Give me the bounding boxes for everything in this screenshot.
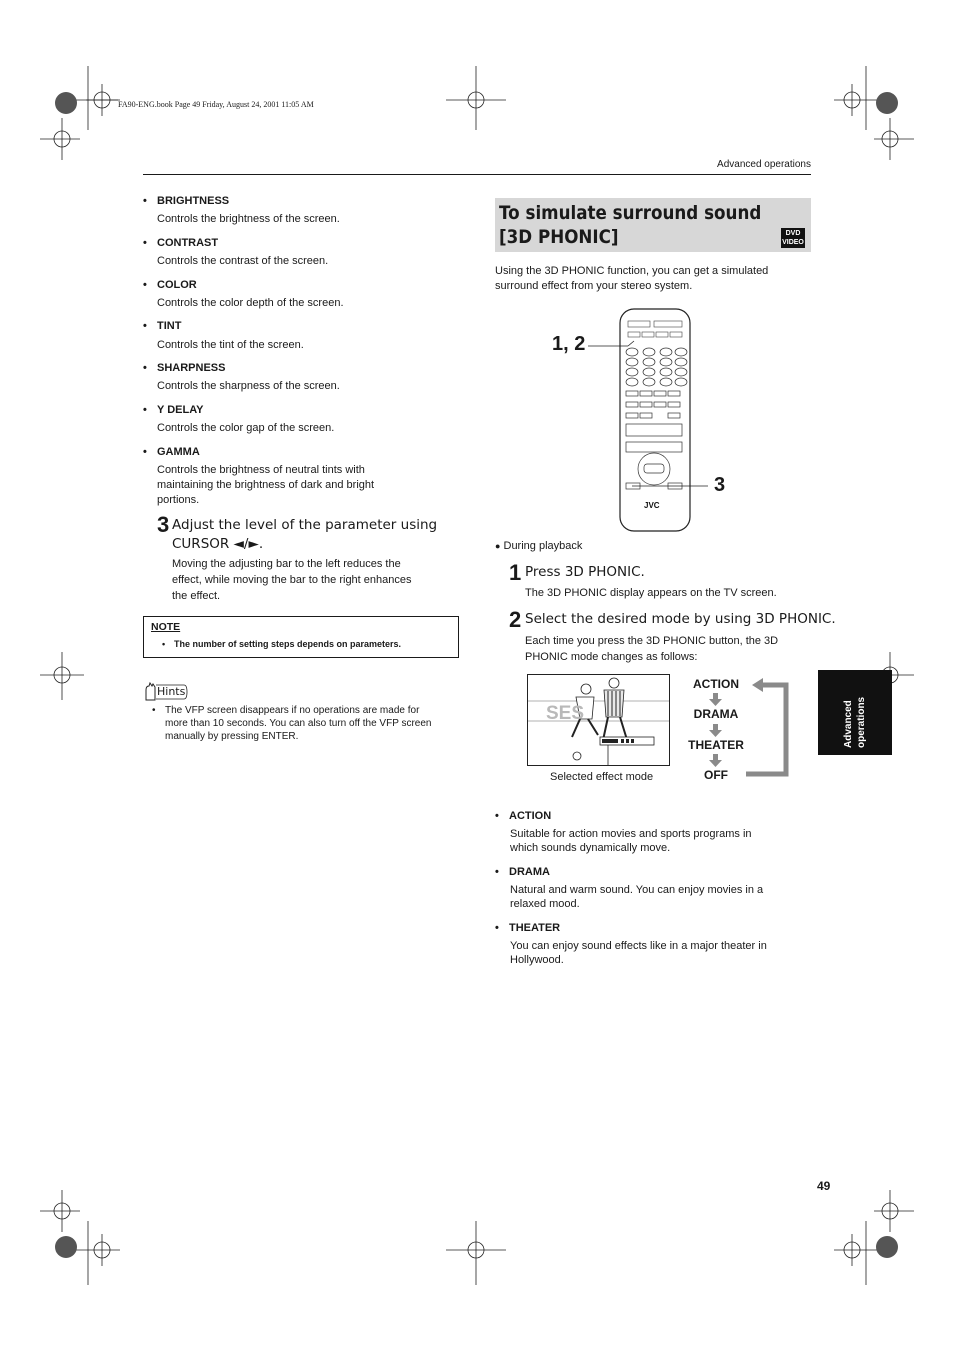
step-1-title: Press 3D PHONIC. [525, 564, 645, 580]
hints-label: Hints [157, 685, 186, 698]
remote-brand: JVC [644, 501, 660, 510]
dvd-video-badge: DVD VIDEO [782, 230, 804, 246]
mode-drama: DRAMA [693, 707, 739, 721]
note-box [143, 616, 459, 658]
mode-off: OFF [704, 768, 728, 782]
callout-1-2: 1, 2 [552, 333, 586, 355]
step-3-desc: Moving the adjusting bar to the left reduces the effect, while moving the bar to the right enhances the effect. [172, 558, 412, 602]
list-item: • TINT [143, 320, 182, 332]
hints-badge [144, 682, 188, 702]
step-number: 2 [509, 607, 522, 632]
cycle-arrows-icon [700, 676, 792, 780]
step-2-title: Select the desired mode by using 3D PHONIC. [525, 611, 836, 627]
page-number: 49 [817, 1179, 831, 1193]
intro-text: Using the 3D PHONIC function, you can get a simulated surround effect from your stereo system. [495, 265, 769, 292]
list-item: • ACTION [495, 810, 552, 822]
callout-3: 3 [714, 474, 726, 496]
side-tab [818, 670, 892, 755]
list-item: • Y DELAY [143, 404, 204, 416]
list-item: • DRAMA [495, 866, 550, 878]
section-name: Advanced operations [717, 159, 811, 170]
item-desc: Controls the sharpness of the screen. [157, 380, 340, 392]
step-2 [509, 607, 521, 633]
item-desc: Controls the brightness of neutral tints with maintaining the brightness of dark and bright portions. [157, 464, 375, 506]
during-playback: ● During playback [495, 540, 583, 552]
list-item: • THEATER [495, 922, 561, 934]
section-title: To simulate surround sound [3D PHONIC] [499, 202, 762, 248]
hints-text: • The VFP screen disappears if no operations are made for more than 10 seconds. You can also turn off the VFP screen manually by pressing ENTER. [152, 705, 432, 742]
screen-caption: Selected effect mode [550, 771, 654, 783]
note-text: • The number of setting steps depends on parameters. [162, 639, 402, 649]
screen-watermark: SES [546, 703, 585, 724]
side-tab-label: Advanced operations [843, 696, 867, 748]
list-item: • CONTRAST [143, 237, 219, 249]
step-number: 1 [509, 560, 522, 585]
item-desc: Controls the color gap of the screen. [157, 422, 335, 434]
list-item: • BRIGHTNESS [143, 195, 230, 207]
item-desc: Controls the contrast of the screen. [157, 255, 329, 267]
list-item: • SHARPNESS [143, 362, 226, 374]
list-item: • GAMMA [143, 446, 200, 458]
item-desc: Controls the tint of the screen. [157, 339, 304, 351]
step-1 [509, 560, 521, 586]
step-1-desc: The 3D PHONIC display appears on the TV screen. [525, 587, 777, 599]
step-number: 3 [157, 512, 170, 537]
mode-theater: THEATER [688, 738, 744, 752]
item-desc: Controls the brightness of the screen. [157, 213, 340, 225]
step-2-desc: Each time you press the 3D PHONIC button, the 3D PHONIC mode changes as follows: [525, 635, 779, 663]
step-3 [157, 512, 169, 538]
list-item: • COLOR [143, 279, 197, 291]
section-title-band [495, 198, 811, 252]
tv-screen-illustration [527, 674, 670, 766]
step-3-title: Adjust the level of the parameter using CURSOR ◄/►. [172, 517, 438, 552]
item-desc: Natural and warm sound. You can enjoy movies in a relaxed mood. [510, 884, 764, 910]
item-desc: Controls the color depth of the screen. [157, 297, 344, 309]
item-desc: Suitable for action movies and sports programs in which sounds dynamically move. [510, 828, 752, 854]
header-rule [143, 174, 811, 175]
note-label: NOTE [151, 621, 181, 633]
item-desc: You can enjoy sound effects like in a major theater in Hollywood. [510, 940, 767, 966]
mode-action: ACTION [693, 677, 739, 691]
file-info: FA90-ENG.book Page 49 Friday, August 24, 2001 11:05 AM [118, 100, 314, 109]
